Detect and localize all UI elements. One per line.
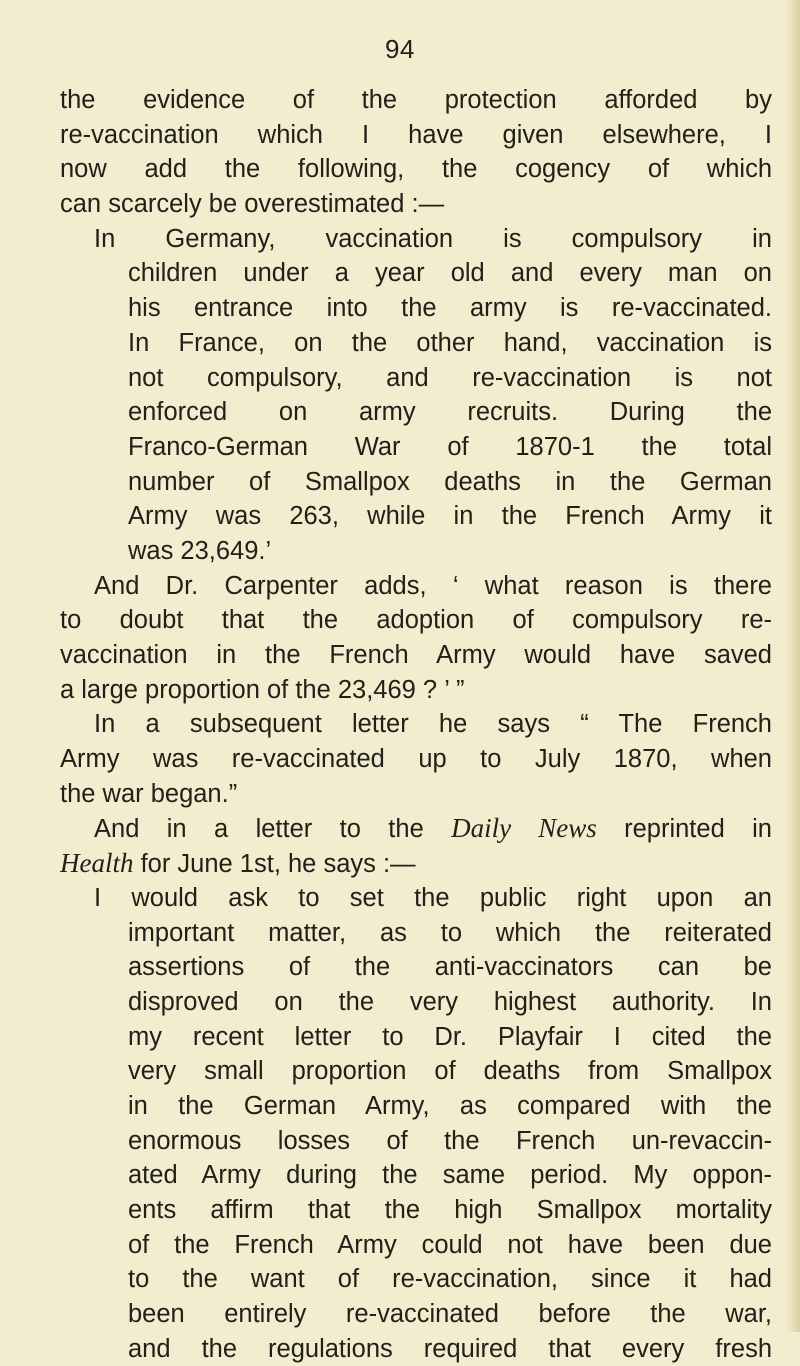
text-line	[60, 291, 772, 326]
text-run: assertions of the anti-vaccinators can be	[128, 953, 772, 982]
italic-title: Health	[60, 848, 134, 879]
text-run: to doubt that the adoption of compulsory re-	[60, 606, 772, 635]
text-run: vaccination in the French Army would have saved	[60, 641, 772, 669]
text-run: can scarcely be overestimated :—	[60, 190, 445, 219]
text-line	[60, 465, 772, 500]
text-run: in the German Army, as compared with the	[128, 1091, 772, 1120]
text-line	[60, 430, 772, 465]
text-run: his entrance into the army is re-vaccinated.	[128, 294, 772, 323]
text-line	[60, 1158, 772, 1193]
text-run: I would ask to set the public right upon an	[94, 883, 772, 912]
text-run: the war began.”	[60, 779, 238, 808]
text-run: a large proportion of the 23,469 ? ’ ”	[60, 675, 465, 704]
italic-title: Daily News	[451, 813, 597, 844]
text-run: to the want of re-vaccination, since it had	[128, 1265, 772, 1294]
text-line	[60, 846, 772, 881]
text-run: been entirely re-vaccinated before the war,	[128, 1300, 772, 1329]
body-text	[60, 83, 772, 1366]
text-run: very small proportion of deaths from Smallpox	[128, 1057, 772, 1086]
text-run: In France, on the other hand, vaccination is	[128, 328, 772, 357]
text-run: my recent letter to Dr. Playfair I cited the	[128, 1022, 772, 1051]
text-line	[60, 603, 772, 638]
text-run: ents affirm that the high Smallpox mortality	[128, 1196, 772, 1224]
text-line	[60, 1020, 772, 1055]
text-line	[60, 326, 772, 361]
text-line	[60, 361, 772, 396]
page-edge-shadow	[786, 0, 800, 1332]
text-run: enormous losses of the French un-revaccin-	[128, 1126, 772, 1155]
text-run: ated Army during the same period. My oppon-	[128, 1161, 772, 1190]
text-run: not compulsory, and re-vaccination is not	[128, 363, 772, 392]
page-number: 94	[385, 34, 415, 64]
text-run: for June 1st, he says :—	[133, 850, 416, 879]
text-run: Army was 263, while in the French Army it	[128, 502, 772, 531]
text-line	[60, 569, 772, 604]
text-run: children under a year old and every man on	[128, 259, 772, 288]
text-line	[60, 881, 772, 916]
text-line	[60, 1054, 772, 1089]
text-line	[60, 950, 772, 985]
text-run: important matter, as to which the reiterated	[128, 918, 772, 947]
text-line	[60, 1262, 772, 1297]
text-line	[60, 1332, 772, 1366]
text-run: And Dr. Carpenter adds, ‘ what reason is there	[94, 571, 772, 600]
text-line	[60, 499, 772, 534]
text-line	[60, 152, 772, 187]
text-line	[60, 83, 772, 118]
text-run: and the regulations required that every fresh	[128, 1334, 772, 1363]
text-line	[60, 395, 772, 430]
text-run: of the French Army could not have been due	[128, 1230, 772, 1259]
text-line	[60, 811, 772, 846]
text-run: enforced on army recruits. During the	[128, 398, 772, 427]
text-line	[60, 1089, 772, 1124]
text-line	[60, 187, 772, 222]
text-line	[60, 916, 772, 951]
text-run: was 23,649.’	[128, 536, 272, 565]
text-line	[60, 1124, 772, 1159]
text-line	[60, 638, 772, 673]
text-line	[60, 256, 772, 291]
text-line	[60, 707, 772, 742]
text-line	[60, 534, 772, 569]
text-line	[60, 673, 772, 708]
text-run: And in a letter to the	[94, 815, 452, 844]
text-line	[60, 742, 772, 777]
text-line	[60, 1193, 772, 1228]
text-run: In a subsequent letter he says “ The French	[94, 710, 772, 739]
text-run: number of Smallpox deaths in the German	[128, 467, 772, 496]
text-line	[60, 222, 772, 257]
text-run: In Germany, vaccination is compulsory in	[94, 224, 772, 253]
text-run: Franco-German War of 1870-1 the total	[128, 432, 772, 461]
text-run: reprinted in	[596, 815, 772, 844]
text-run: the evidence of the protection afforded by	[60, 86, 772, 114]
text-line	[60, 1228, 772, 1263]
text-run: Army was re-vaccinated up to July 1870, when	[60, 745, 772, 774]
text-line	[60, 985, 772, 1020]
text-run: now add the following, the cogency of which	[60, 155, 772, 184]
text-run: re-vaccination which I have given elsewhere, I	[60, 120, 772, 149]
text-run: disproved on the very highest authority. In	[128, 987, 772, 1016]
text-line	[60, 118, 772, 153]
text-line	[60, 1297, 772, 1332]
text-line	[60, 777, 772, 812]
